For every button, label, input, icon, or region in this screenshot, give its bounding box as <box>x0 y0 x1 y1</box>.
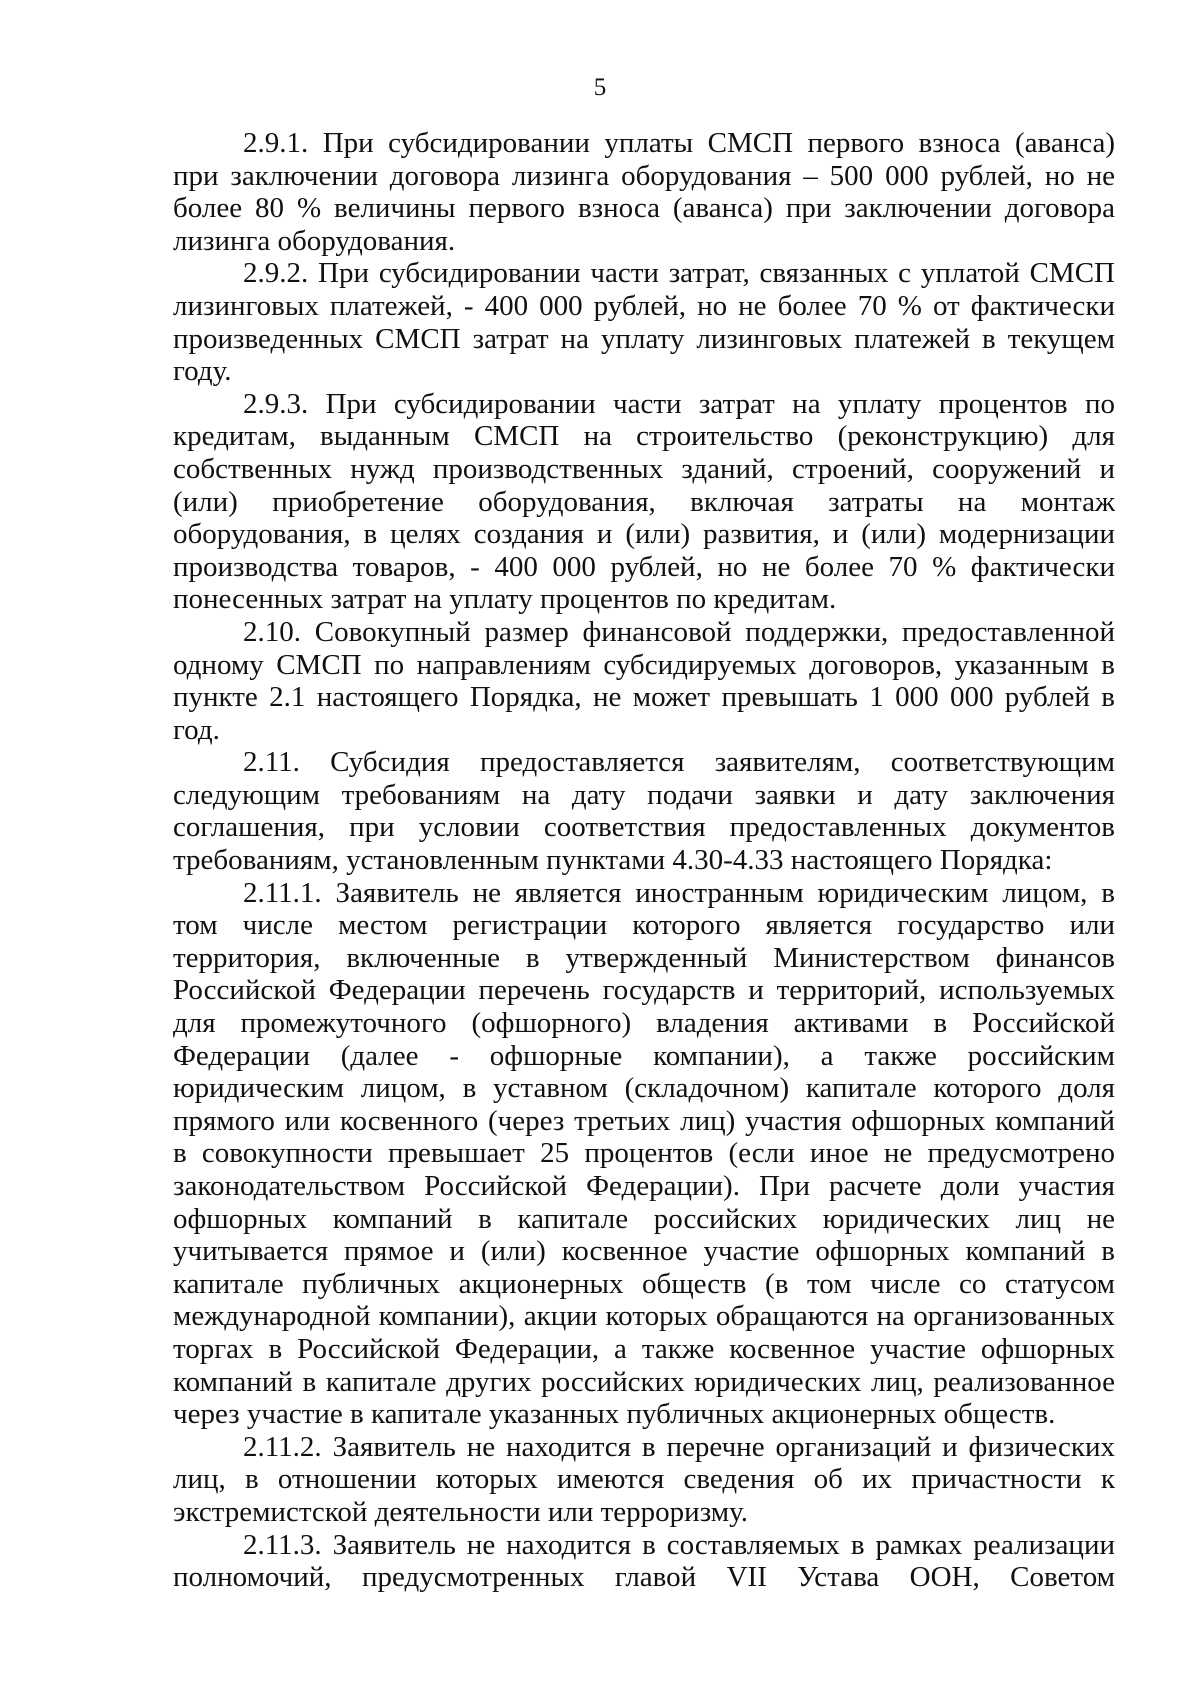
document-body <box>173 127 1115 1594</box>
paragraph-2-11-2: 2.11.2. Заявитель не находится в перечне организаций и физических лиц, в отношении которых имеются сведения об их причастности к экстремистской деятельности или терроризму. <box>173 1430 1115 1528</box>
paragraph-2-9-2: 2.9.2. При субсидировании части затрат, связанных с уплатой СМСП лизинговых платежей, - 400 000 рублей, но не более 70 % от фактически произведенных СМСП затрат на уплату лизинговых платежей в текущем году. <box>173 257 1115 388</box>
paragraph-2-9-1: 2.9.1. При субсидировании уплаты СМСП первого взноса (аванса) при заключении договора лизинга оборудования – 500 000 рублей, но не более 80 % величины первого взноса (аванса) при заключении договора лизинга оборудования. <box>173 127 1115 257</box>
page-number: 5 <box>593 74 607 101</box>
paragraph-2-10: 2.10. Совокупный размер финансовой поддержки, предоставленной одному СМСП по направлениям субсидируемых договоров, указанным в пункте 2.1 настоящего Порядка, не может превышать 1 000 000 рублей в год. <box>173 615 1115 746</box>
paragraph-2-11-3: 2.11.3. Заявитель не находится в составляемых в рамках реализации полномочий, предусмотренных главой VII Устава ООН, Советом <box>173 1528 1115 1594</box>
paragraph-2-11: 2.11. Субсидия предоставляется заявителям, соответствующим следующим требованиям на дату подачи заявки и дату заключения соглашения, при условии соответствия предоставленных документов требованиям, установленным пунктами 4.30-4.33 настоящего Порядка: <box>173 746 1115 877</box>
paragraph-2-11-1: 2.11.1. Заявитель не является иностранным юридическим лицом, в том числе местом регистрации которого является государство или территория, включенные в утвержденный Министерством финансов Российской Федерации перечень государств и территорий, используемых для промежуточного (офшорного) владения активами в Российской Федерации (далее - офшорные компании), а также российским юридическим лицом, в уставном (складочном) капитале которого доля прямого или косвенного (через третьих лиц) участия офшорных компаний в совокупности превышает 25 процентов (если иное не предусмотрено законодательством Российской Федерации). При расчете доли участия офшорных компаний в капитале российских юридических лиц не учитывается прямое и (или) косвенное участие офшорных компаний в капитале публичных акционерных обществ (в том числе со статусом международной компании), акции которых обращаются на организованных торгах в Российской Федерации, а также косвенное участие офшорных компаний в капитале других российских юридических лиц, реализованное через участие в капитале указанных публичных акционерных обществ. <box>173 876 1115 1431</box>
paragraph-2-9-3: 2.9.3. При субсидировании части затрат на уплату процентов по кредитам, выданным СМСП на строительство (реконструкцию) для собственных нужд производственных зданий, строений, сооружений и (или) приобретение оборудования, включая затраты на монтаж оборудования, в целях создания и (или) развития, и (или) модернизации производства товаров, - 400 000 рублей, но не более 70 % фактически понесенных затрат на уплату процентов по кредитам. <box>173 387 1115 616</box>
